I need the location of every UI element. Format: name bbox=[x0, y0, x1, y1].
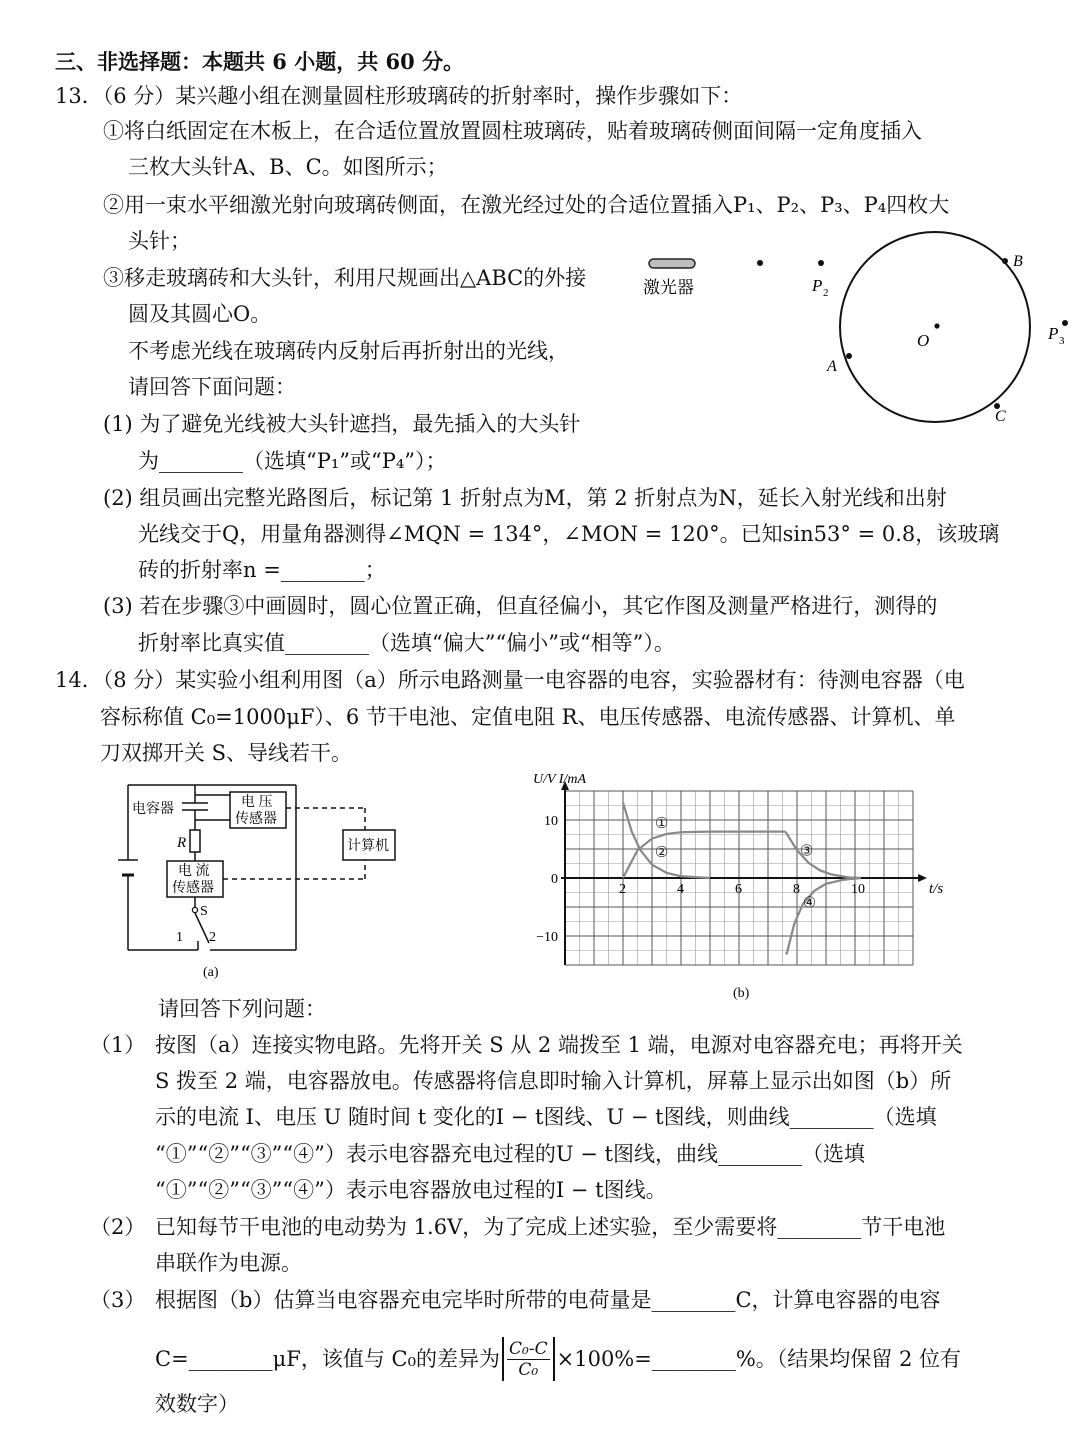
q13-part1-line1: (1) 为了避免光线被大头针遮挡，最先插入的大头针 bbox=[103, 412, 581, 436]
pin-b-label: B bbox=[1013, 253, 1023, 270]
q13-note-line2: 请回答下面问题： bbox=[128, 375, 296, 399]
fraction-denominator: C₀ bbox=[518, 1359, 539, 1380]
q14-s2-line1: 已知每节干电池的电动势为 1.6V，为了完成上述实验，至少需要将________节干电池 bbox=[155, 1215, 946, 1239]
q13-part2-line2: 光线交于Q，用量角器测得∠MQN = 134°，∠MON = 120°。已知sin53° = 0.8，该玻璃 bbox=[138, 522, 1000, 546]
pin-p3-sub: 3 bbox=[1059, 335, 1065, 347]
y-tick-label: −10 bbox=[536, 930, 558, 945]
series-label-3: ③ bbox=[799, 843, 814, 860]
q14-s1-line5: “①”“②”“③”“④”）表示电容器放电过程的I − t图线。 bbox=[155, 1178, 667, 1202]
series-label-2: ② bbox=[654, 845, 669, 862]
pin-p3-dot bbox=[1062, 320, 1068, 326]
q14-s3-line2 bbox=[155, 1337, 961, 1381]
x-tick-label: 8 bbox=[793, 882, 800, 897]
q13-step3-line2: 圆及其圆心O。 bbox=[128, 302, 272, 326]
series-curve-1 bbox=[623, 832, 785, 878]
pin-a-label: A bbox=[827, 358, 837, 375]
q14-s3-line1: 根据图（b）估算当电容器充电完毕时所带的电荷量是________C，计算电容器的电容 bbox=[155, 1288, 941, 1312]
q14-s3-line2-post: ×100%=________%。（结果均保留 2 位有 bbox=[556, 1347, 962, 1371]
q13-part2-line3: 砖的折射率n =________； bbox=[138, 558, 386, 582]
q13-part3-line1: (3) 若在步骤③中画圆时，圆心位置正确，但直径偏小，其它作图及测量严格进行，测得的 bbox=[103, 594, 938, 618]
pin-p3-label: P bbox=[1048, 324, 1059, 343]
series-label-1: ① bbox=[654, 816, 669, 833]
graph-caption: (b) bbox=[733, 986, 750, 1001]
q13-step3-line1: ③移走玻璃砖和大头针，利用尺规画出△ABC的外接 bbox=[103, 266, 587, 290]
switch-label: S bbox=[200, 904, 208, 919]
x-tick-label: 2 bbox=[619, 882, 626, 897]
abs-bar-right bbox=[553, 1337, 555, 1381]
q14-s1-line4: “①”“②”“③”“④”）表示电容器充电过程的U − t图线，曲线________（选填 bbox=[155, 1142, 865, 1166]
switch-pos-1: 1 bbox=[176, 930, 183, 945]
pin-b-dot bbox=[1002, 258, 1008, 264]
fraction bbox=[507, 1339, 550, 1380]
x-axis-label: t/s bbox=[929, 881, 944, 897]
y-axis-label: U/V I/mA bbox=[533, 772, 587, 787]
y-tick-label: 10 bbox=[544, 814, 558, 829]
center-o-dot bbox=[934, 323, 939, 328]
laser-icon bbox=[649, 259, 695, 268]
current-sensor-label-1: 电 流 bbox=[178, 864, 210, 879]
abs-fraction bbox=[502, 1337, 555, 1381]
q13-part1-line2: 为________（选填“P₁”或“P₄”）； bbox=[138, 449, 447, 473]
center-o-label: O bbox=[917, 331, 930, 350]
pin-a-dot bbox=[846, 353, 852, 359]
x-tick-label: 4 bbox=[677, 882, 684, 897]
voltage-sensor-label-1: 电 压 bbox=[241, 795, 273, 810]
voltage-sensor-label-2: 传感器 bbox=[235, 812, 277, 827]
y-tick-label: 0 bbox=[551, 872, 558, 887]
q13-step1-line2: 三枚大头针A、B、C。如图所示； bbox=[128, 155, 448, 179]
pin-p2-label: P bbox=[812, 276, 823, 295]
pin-c-label: C bbox=[995, 408, 1006, 425]
q13-part2-line1: (2) 组员画出完整光路图后，标记第 1 折射点为M，第 2 折射点为N，延长入射光线和出射 bbox=[103, 486, 947, 510]
q14-ask: 请回答下列问题： bbox=[158, 997, 326, 1021]
q14-s2-number: （2） bbox=[90, 1215, 146, 1239]
switch-pivot bbox=[192, 907, 197, 912]
pin-p2-dot bbox=[818, 260, 824, 266]
x-tick-label: 6 bbox=[735, 882, 742, 897]
q14-s1-line3: 示的电流 I、电压 U 随时间 t 变化的I − t图线、U − t图线，则曲线________（选填 bbox=[155, 1105, 937, 1129]
q14-s1-line2: S 拨至 2 端，电容器放电。传感器将信息即时输入计算机，屏幕上显示出如图（b）所 bbox=[155, 1069, 952, 1093]
q14-s3-number: （3） bbox=[90, 1288, 146, 1312]
switch-pos-2: 2 bbox=[209, 930, 216, 945]
q13-intro: 13．（6 分）某兴趣小组在测量圆柱形玻璃砖的折射率时，操作步骤如下： bbox=[55, 84, 743, 108]
q13-step2-line1: ②用一束水平细激光射向玻璃砖侧面，在激光经过处的合适位置插入P₁、P₂、P₃、P₄四枚大 bbox=[103, 193, 950, 217]
laser-label: 激光器 bbox=[643, 278, 694, 297]
graph-b bbox=[525, 755, 955, 1000]
q13-figure bbox=[640, 228, 1080, 428]
section-header: 三、非选择题：本题共 6 小题，共 60 分。 bbox=[55, 49, 465, 74]
q14-s1-line1: 按图（a）连接实物电路。先将开关 S 从 2 端拨至 1 端，电源对电容器充电；再将开关 bbox=[155, 1033, 963, 1057]
q13-part3-line2: 折射率比真实值________（选填“偏大”“偏小”或“相等”）。 bbox=[138, 631, 675, 655]
circuit-caption: (a) bbox=[203, 965, 219, 980]
q14-intro-line2: 容标称值 C₀=1000μF）、6 节干电池、定值电阻 R、电压传感器、电流传感器、计算机、单 bbox=[100, 705, 956, 729]
q14-intro-line1: 14．（8 分）某实验小组利用图（a）所示电路测量一电容器的电容，实验器材有：待测电容器（电 bbox=[55, 668, 965, 692]
pin-p2-sub: 2 bbox=[823, 287, 829, 299]
circuit-diagram bbox=[110, 775, 410, 985]
x-tick-label: 10 bbox=[851, 882, 865, 897]
computer-label: 计算机 bbox=[347, 839, 389, 854]
resistor-label: R bbox=[177, 835, 187, 851]
q14-s3-line2-pre: C=________μF，该值与 C₀的差异为 bbox=[155, 1347, 501, 1371]
abs-bar-left bbox=[502, 1337, 504, 1381]
q13-note-line1: 不考虑光线在玻璃砖内反射后再折射出的光线， bbox=[128, 339, 569, 363]
pin-p1-dot bbox=[757, 260, 763, 266]
series-label-4: ④ bbox=[802, 895, 817, 912]
q13-step1-line1: ①将白纸固定在木板上，在合适位置放置圆柱玻璃砖，贴着玻璃砖侧面间隔一定角度插入 bbox=[103, 119, 922, 143]
q14-s3-line3: 效数字） bbox=[155, 1392, 239, 1416]
q13-step2-line2: 头针； bbox=[128, 229, 191, 253]
q14-s1-number: （1） bbox=[90, 1033, 146, 1057]
x-axis-arrow bbox=[918, 874, 927, 882]
fraction-numerator: C₀-C bbox=[509, 1338, 548, 1359]
current-sensor-label-2: 传感器 bbox=[172, 881, 214, 896]
capacitor-label: 电容器 bbox=[132, 802, 174, 817]
q14-intro-line3: 刀双掷开关 S、导线若干。 bbox=[100, 741, 353, 765]
q14-s2-line2: 串联作为电源。 bbox=[155, 1251, 302, 1275]
